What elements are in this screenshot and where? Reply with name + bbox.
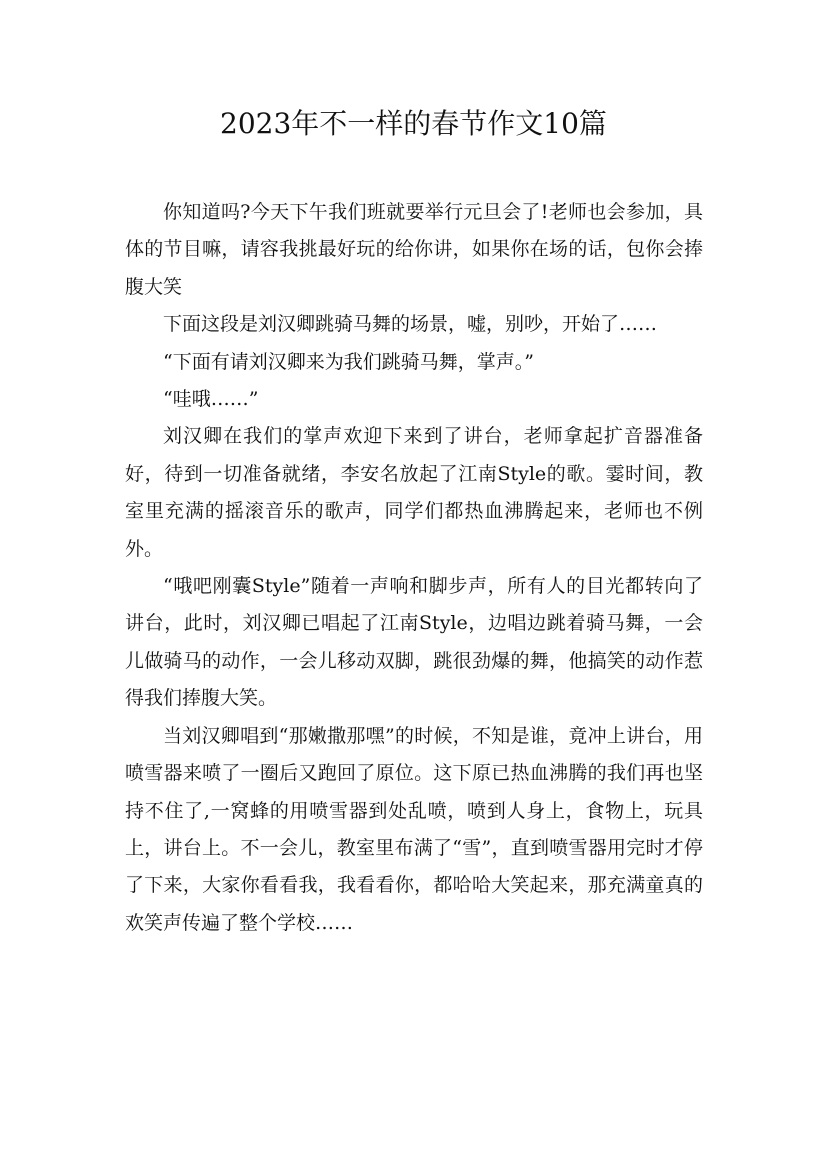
paragraph: 当刘汉卿唱到“那嫩撒那嘿”的时候，不知是谁，竟冲上讲台，用喷雪器来喷了一圈后又跑回了原位。这下原已热血沸腾的我们再也坚持不住了,一窝蜂的用喷雪器到处乱喷，喷到人身上，食物上，玩具上，讲台上。不一会儿，教室里布满了“雪”，直到喷雪器用完时才停了下来，大家你看看我，我看看你，都哈哈大笑起来，那充满童真的欢笑声传遍了整个学校……	[125, 724, 703, 934]
paragraph: “下面有请刘汉卿来为我们跳骑马舞，掌声。”	[163, 350, 534, 373]
paragraph: 刘汉卿在我们的掌声欢迎下来到了讲台，老师拿起扩音器准备好，待到一切准备就绪，李安名放起了江南Style的歌。霎时间，教室里充满的摇滚音乐的歌声，同学们都热血沸腾起来，老师也不例外。	[125, 425, 703, 560]
paragraph: “哦吧刚囊Style”随着一声响和脚步声，所有人的目光都转向了讲台，此时，刘汉卿已唱起了江南Style，边唱边跳着骑马舞，一会儿做骑马的动作，一会儿移动双脚，跳很劲爆的舞，他搞笑的动作惹得我们捧腹大笑。	[125, 575, 703, 710]
paragraph: 你知道吗?今天下午我们班就要举行元旦会了!老师也会参加，具体的节目嘛，请容我挑最好玩的给你讲，如果你在场的话，包你会捧腹大笑	[125, 201, 703, 298]
paragraph: 下面这段是刘汉卿跳骑马舞的场景，嘘，别吵，开始了……	[163, 313, 658, 336]
document-title: 2023年不一样的春节作文10篇	[220, 107, 607, 140]
document-body	[125, 194, 703, 942]
paragraph: “哇哦……”	[163, 388, 259, 411]
